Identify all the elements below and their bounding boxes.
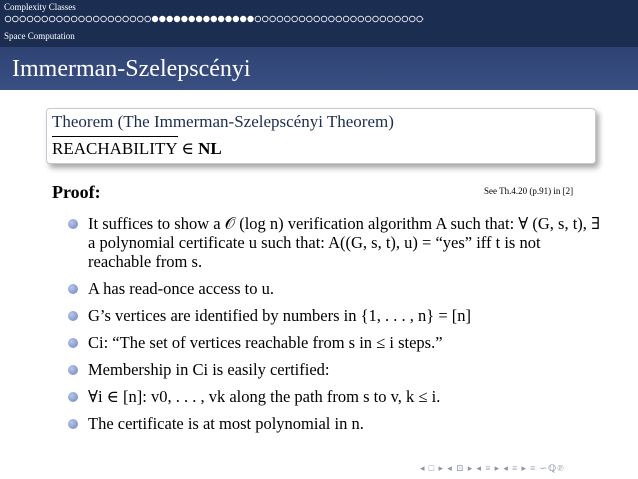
progress-dot[interactable] xyxy=(115,16,121,22)
progress-dot[interactable] xyxy=(395,16,401,22)
list-item: ∀i ∈ [n]: v0, . . . , vk along the path from s to v, k ≤ i. xyxy=(66,387,606,406)
bullet-icon xyxy=(68,311,78,321)
bullet-icon xyxy=(68,338,78,348)
progress-dot[interactable] xyxy=(248,16,254,22)
progress-dot[interactable] xyxy=(108,16,114,22)
progress-dot[interactable] xyxy=(152,16,158,22)
header-bar xyxy=(0,0,638,47)
progress-dot[interactable] xyxy=(218,16,224,22)
progress-dot[interactable] xyxy=(123,16,129,22)
bullet-icon xyxy=(68,365,78,375)
statement-prefix: REACHABILITY ∈ xyxy=(52,139,199,158)
progress-dot[interactable] xyxy=(49,16,55,22)
progress-dot[interactable] xyxy=(417,16,423,22)
subsection-title: Space Computation xyxy=(4,31,75,41)
progress-dot[interactable] xyxy=(86,16,92,22)
progress-dot[interactable] xyxy=(182,16,188,22)
progress-dot[interactable] xyxy=(299,16,305,22)
progress-dot[interactable] xyxy=(292,16,298,22)
progress-dot[interactable] xyxy=(373,16,379,22)
progress-dot[interactable] xyxy=(20,16,26,22)
bullet-icon xyxy=(68,284,78,294)
progress-dot[interactable] xyxy=(336,16,342,22)
progress-dot[interactable] xyxy=(130,16,136,22)
progress-dot[interactable] xyxy=(380,16,386,22)
list-item: Membership in Ci is easily certified: xyxy=(66,360,606,379)
progress-dot[interactable] xyxy=(196,16,202,22)
progress-dot[interactable] xyxy=(71,16,77,22)
progress-dot[interactable] xyxy=(57,16,63,22)
list-item: G’s vertices are identified by numbers in {1, . . . , n} = [n] xyxy=(66,306,606,325)
list-item: The certificate is at most polynomial in n. xyxy=(66,414,606,433)
progress-dot[interactable] xyxy=(307,16,313,22)
progress-dot[interactable] xyxy=(101,16,107,22)
progress-dot[interactable] xyxy=(409,16,415,22)
progress-dot[interactable] xyxy=(262,16,268,22)
progress-dot[interactable] xyxy=(343,16,349,22)
beamer-navigation[interactable]: ◂ □ ▸ ◂ ⊡ ▸ ◂ ≡ ▸ ◂ ≡ ▸ ≡ ∽ℚ℗ xyxy=(420,463,565,473)
progress-dot[interactable] xyxy=(329,16,335,22)
progress-dot[interactable] xyxy=(174,16,180,22)
frame-title: Immerman-Szelepscényi xyxy=(12,56,251,82)
progress-dot[interactable] xyxy=(365,16,371,22)
progress-dot[interactable] xyxy=(64,16,70,22)
progress-dot[interactable] xyxy=(138,16,144,22)
progress-dots[interactable] xyxy=(4,14,424,24)
progress-dot[interactable] xyxy=(145,16,151,22)
progress-dot[interactable] xyxy=(79,16,85,22)
bullet-icon xyxy=(68,392,78,402)
progress-dot[interactable] xyxy=(255,16,261,22)
progress-dot[interactable] xyxy=(358,16,364,22)
progress-dot[interactable] xyxy=(93,16,99,22)
list-item: It suffices to show a 𝒪 (log n) verification algorithm A such that: ∀ (G, s, t), ∃ a polynomial certificate u such that: A((G, s, t), u) = “yes” iff t is not reachable from s. xyxy=(66,214,606,271)
progress-dot[interactable] xyxy=(285,16,291,22)
list-item: Ci: “The set of vertices reachable from s in ≤ i steps.” xyxy=(66,333,606,352)
progress-dot[interactable] xyxy=(27,16,33,22)
proof-items xyxy=(66,214,606,441)
theorem-heading: Theorem (The Immerman-Szelepscényi Theorem) xyxy=(52,112,394,131)
progress-dot[interactable] xyxy=(42,16,48,22)
progress-dot[interactable] xyxy=(211,16,217,22)
progress-dot[interactable] xyxy=(35,16,41,22)
progress-dot[interactable] xyxy=(387,16,393,22)
progress-dot[interactable] xyxy=(314,16,320,22)
progress-dot[interactable] xyxy=(402,16,408,22)
progress-dot[interactable] xyxy=(5,16,11,22)
progress-dot[interactable] xyxy=(277,16,283,22)
progress-dot[interactable] xyxy=(204,16,210,22)
progress-dot[interactable] xyxy=(321,16,327,22)
progress-dot[interactable] xyxy=(226,16,232,22)
progress-dot[interactable] xyxy=(270,16,276,22)
proof-reference: See Th.4.20 (p.91) in [2] xyxy=(484,186,574,196)
section-title: Complexity Classes xyxy=(4,2,76,12)
list-item: A has read-once access to u. xyxy=(66,279,606,298)
progress-dot[interactable] xyxy=(233,16,239,22)
progress-dot[interactable] xyxy=(160,16,166,22)
bullet-icon xyxy=(68,419,78,429)
statement-class: NL xyxy=(198,139,222,158)
proof-label: Proof: xyxy=(52,182,101,202)
theorem-statement xyxy=(46,137,594,165)
progress-dot[interactable] xyxy=(13,16,19,22)
theorem-block xyxy=(46,108,594,165)
progress-dot[interactable] xyxy=(240,16,246,22)
progress-dot[interactable] xyxy=(167,16,173,22)
bullet-icon xyxy=(68,219,78,229)
progress-dot[interactable] xyxy=(189,16,195,22)
progress-dot[interactable] xyxy=(351,16,357,22)
